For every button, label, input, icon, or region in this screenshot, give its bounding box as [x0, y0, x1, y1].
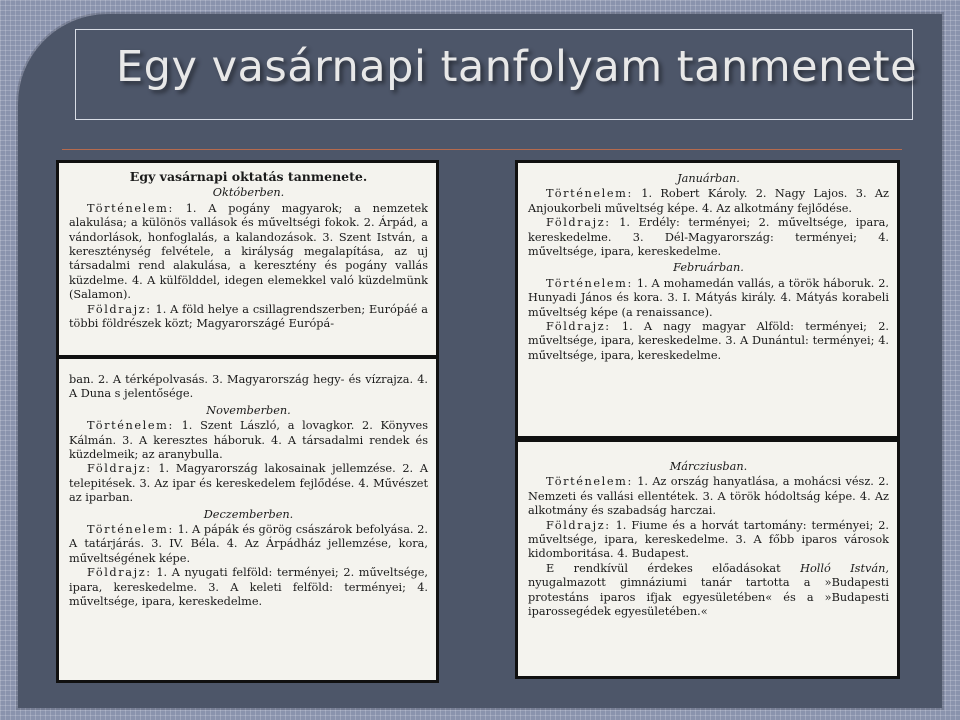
label-geography: Földrajz: — [546, 216, 611, 230]
clipping-january-february — [515, 160, 900, 439]
paragraph-closing-note — [528, 562, 889, 620]
text-february-geography: 1. A nagy magyar Alföld: terményei; 2. műveltsége, ipara, kereskedelme. 3. A Dunántul: terményei; 4. műveltsége, ipara, kereskedelme. — [528, 320, 889, 362]
paragraph-october-geography — [69, 303, 428, 332]
closing-text-end: nyugalmazott gimnáziumi tanár tartotta a »Budapesti protestáns iparos ifjak egyesületében« és a »Budapesti iparossegédek egyesületében.« — [528, 576, 889, 619]
text-march-history: 1. Az ország hanyatlása, a mohácsi vész. 2. Nemzeti és vallási ellentétek. 3. A török hódoltság képe. 4. Az alkotmány és szabadság harczai. — [528, 475, 889, 518]
text-october-geography: 1. A föld helye a csillagrendszerben; Európáé a többi földrészek közt; Magyarországé Európá- — [69, 302, 428, 331]
paragraph-december-geography — [69, 566, 428, 609]
clipping-march — [515, 439, 900, 679]
clipping-november-december — [56, 356, 439, 683]
label-history: Történelem: — [546, 187, 633, 201]
paragraph-february-history — [528, 277, 889, 320]
lecturer-name: Holló István, — [800, 561, 889, 575]
paragraph-october-history — [69, 202, 428, 303]
paragraph-continuation: ban. 2. A térképolvasás. 3. Magyarország hegy- és vízrajza. 4. A Duna s jelentősége. — [69, 373, 428, 401]
label-geography: Földrajz: — [87, 566, 152, 580]
label-geography: Földrajz: — [546, 320, 611, 334]
paragraph-november-geography — [69, 462, 428, 505]
text-october-history: 1. A pogány magyarok; a nemzetek alakulása; a különös vallások és műveltségi fokok. 2. Árpád, a vándorlások, honfoglalás, a kalandozások. 3. Szent István, a kereszténység felvétele, a királyság megalapítása, az uj társadalmi rend alakulása, a keresztény és pogány vallás küzdelme. 4. A külfölddel, idegen elemekkel való küzdelmünk (Salamon). — [69, 201, 428, 302]
label-history: Történelem: — [87, 523, 174, 537]
label-geography: Földrajz: — [87, 462, 152, 476]
month-december: Deczemberben. — [203, 507, 294, 521]
clipping-october — [56, 160, 439, 358]
paragraph-december-history — [69, 523, 428, 566]
text-november-history: 1. Szent László, a lovagkor. 2. Könyves Kálmán. 3. A keresztes háboruk. 4. A társadalmi rendek és küzdelmeik; az aranybulla. — [69, 419, 429, 462]
paragraph-january-history — [528, 187, 889, 216]
month-january: Januárban. — [677, 172, 740, 185]
text-november-geography: 1. Magyarország lakosainak jellemzése. 2. A telepitések. 3. Az ipar és kereskedelem fejlődése. 4. Művészet az iparban. — [69, 462, 428, 505]
clipping-heading: Egy vasárnapi oktatás tanmenete. — [129, 169, 368, 184]
text-january-geography: 1. Erdély: terményei; 2. műveltsége, ipara, kereskedelme. 3. Dél-Magyarország: terményei; 4. műveltsége, ipara, kereskedelme. — [528, 216, 890, 259]
month-november: Novemberben. — [206, 403, 291, 417]
text-january-history: 1. Robert Károly. 2. Nagy Lajos. 3. Az Anjoukorbeli műveltség képe. 4. Az alkotmány fejlődése. — [528, 187, 889, 215]
month-march: Márcziusban. — [669, 460, 748, 473]
paragraph-january-geography — [528, 216, 889, 259]
month-october: Októberben. — [212, 186, 285, 200]
title-divider — [62, 149, 902, 150]
month-february: Februárban. — [673, 261, 744, 275]
text-december-history: 1. A pápák és görög császárok befolyása. 2. A tatárjárás. 3. IV. Béla. 4. Az Árpádház jellemzése, kora, műveltségének képe. — [69, 523, 428, 565]
paragraph-november-history — [69, 419, 428, 462]
label-history: Történelem: — [87, 201, 174, 215]
slide-title: Egy vasárnapi tanfolyam tanmenete — [116, 42, 918, 92]
closing-text-start: E rendkívül érdekes előadásokat — [546, 561, 781, 575]
text-december-geography: 1. A nyugati felföld: terményei; 2. műveltsége, ipara, kereskedelme. 3. A keleti felföld: terményei; 4. műveltsége, ipara, kereskedelme. — [69, 566, 428, 609]
label-geography: Földrajz: — [546, 518, 611, 532]
slide — [18, 14, 942, 708]
paragraph-february-geography — [528, 320, 889, 363]
label-history: Történelem: — [546, 276, 633, 290]
paragraph-march-geography — [528, 519, 889, 562]
label-history: Történelem: — [87, 419, 174, 433]
text-march-geography: 1. Fiume és a horvát tartomány: terményei; 2. műveltsége, ipara, kereskedelme. 3. A főbb iparos városok kidomboritása. 4. Budapest. — [528, 518, 889, 561]
label-geography: Földrajz: — [87, 302, 152, 316]
title-box — [75, 29, 918, 120]
text-february-history: 1. A mohamedán vallás, a török háboruk. 2. Hunyadi János és kora. 3. I. Mátyás király. 4. Mátyás korabeli műveltség képe (a renaissance). — [528, 276, 889, 319]
label-history: Történelem: — [546, 475, 633, 489]
paragraph-march-history — [528, 475, 889, 518]
